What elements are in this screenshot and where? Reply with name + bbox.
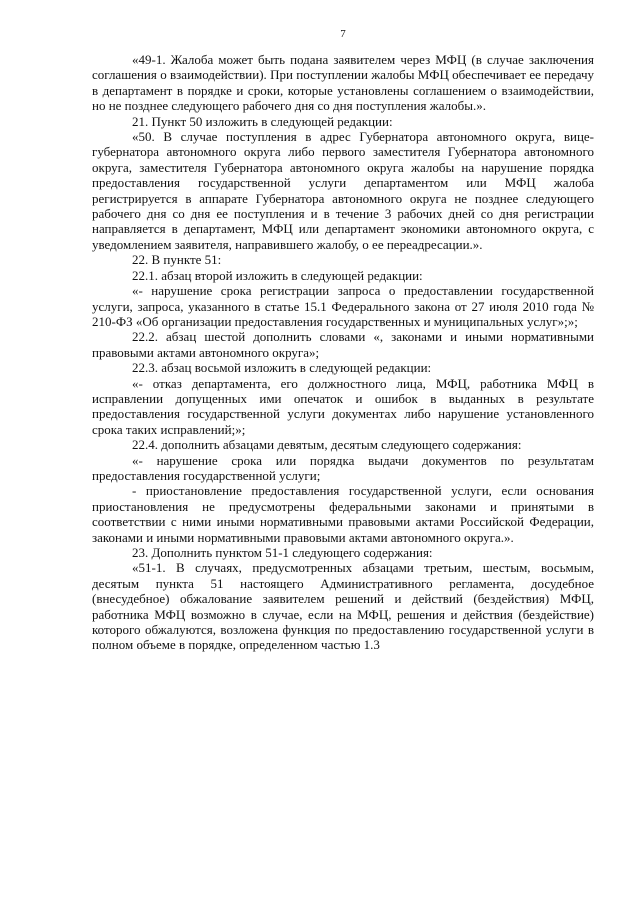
paragraph-22-1: 22.1. абзац второй изложить в следующей редакции:: [132, 267, 423, 283]
paragraph-22-2: 22.2. абзац шестой дополнить словами «, законами и иными нормативными правовыми актами автономного округа»;: [92, 329, 594, 360]
paragraph-22-3-text: «- отказ департамента, его должностного лица, МФЦ, работника МФЦ в исправлении допущенных ими опечаток и ошибок в выданных в результате предоставления государственной услуги документах либо нарушение установленного срока таких исправлений;»;: [92, 375, 594, 437]
paragraph-22-3: 22.3. абзац восьмой изложить в следующей редакции:: [132, 360, 432, 376]
paragraph-22-4: 22.4. дополнить абзацами девятым, десятым следующего содержания:: [132, 437, 522, 453]
paragraph-49-1: «49-1. Жалоба может быть подана заявителем через МФЦ (в случае заключения соглашения о взаимодействии). При поступлении жалобы МФЦ обеспечивает ее передачу в департамент в порядке и сроки, которые установлены соглашением о взаимодействии, но не позднее следующего рабочего дня со дня поступления жалобы.».: [92, 52, 594, 114]
paragraph-22-4-text-2: - приостановление предоставления государственной услуги, если основания приостановления не предусмотрены федеральными законами и принятыми в соответствии с ними иными нормативными правовыми актами Российской Федерации, законами и иными нормативными правовыми актами автономного округа.».: [92, 483, 594, 545]
paragraph-50: «50. В случае поступления в адрес Губернатора автономного округа, вице-губернатора автономного округа либо первого заместителя Губернатора автономного округа, заместителя Губернатора автономного округа жалобы на нарушение порядка предоставления государственной услуги департаментом или МФЦ жалоба регистрируется в аппарате Губернатора автономного округа не позднее следующего рабочего дня со дня ее поступления и в течение 3 рабочих дней со дня регистрации направляется в департамент, МФЦ или департамент экономики автономного округа, с уведомлением заявителя, направившего жалобу, о ее переадресации.».: [92, 129, 594, 252]
paragraph-51-1: «51-1. В случаях, предусмотренных абзацами третьим, шестым, восьмым, десятым пункта 51 настоящего Административного регламента, досудебное (внесудебное) обжалование заявителем решений и действий (бездействия) МФЦ, работника МФЦ возможно в случае, если на МФЦ, решения и действия (бездействие) которого обжалуются, возложена функция по предоставлению государственной услуги в полном объеме в порядке, определенном частью 1.3: [92, 560, 594, 653]
paragraph-22-1-text: «- нарушение срока регистрации запроса о предоставлении государственной услуги, запроса, указанного в статье 15.1 Федерального закона от 27 июля 2010 года № 210-ФЗ «Об организации предоставления государственных и муниципальных услуг»;»;: [92, 283, 594, 329]
page-number: 7: [340, 28, 346, 40]
paragraph-item-23: 23. Дополнить пунктом 51-1 следующего содержания:: [132, 545, 433, 560]
paragraph-item-21: 21. Пункт 50 изложить в следующей редакции:: [132, 113, 393, 129]
paragraph-item-22: 22. В пункте 51:: [132, 252, 222, 268]
paragraph-22-4-text-1: «- нарушение срока или порядка выдачи документов по результатам предоставления государственной услуги;: [92, 452, 594, 483]
